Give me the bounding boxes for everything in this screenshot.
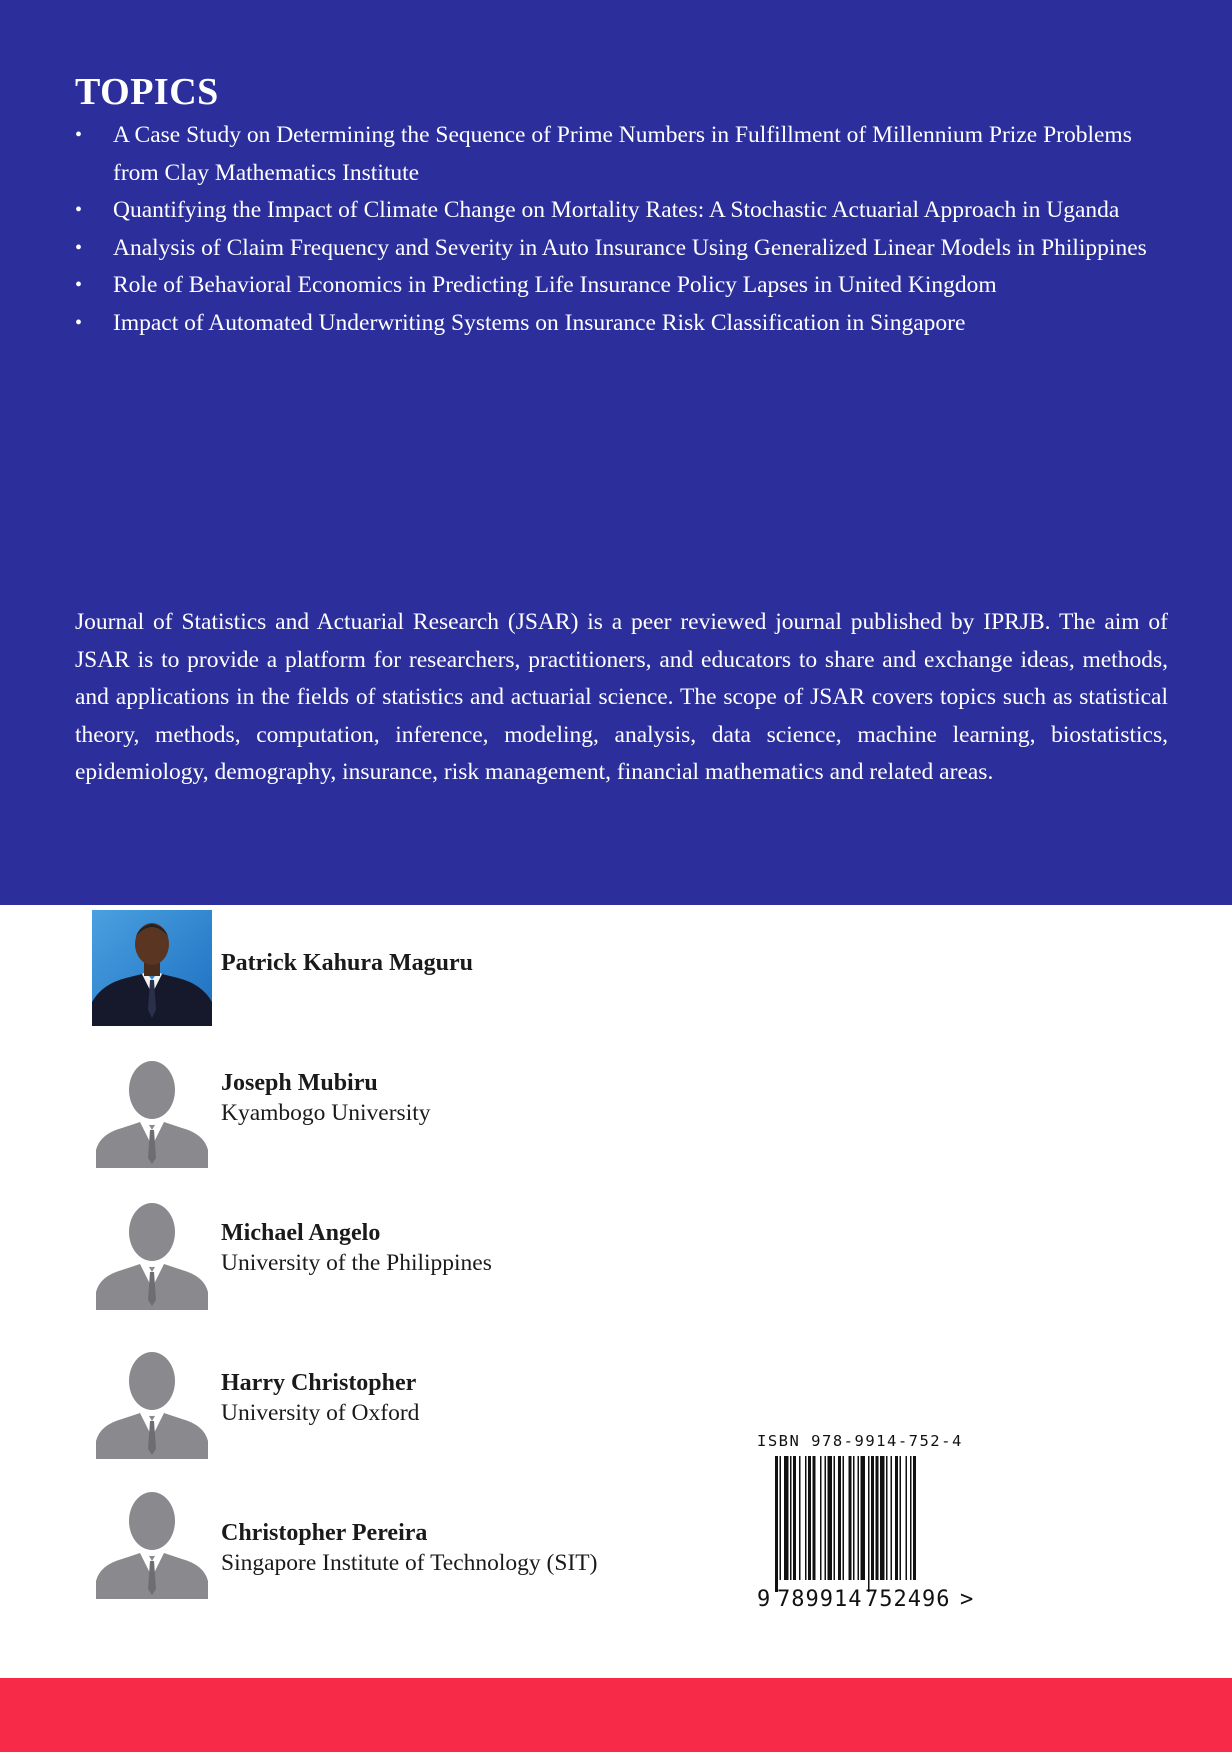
barcode-bar [780, 1456, 782, 1580]
bullet-icon: • [75, 236, 83, 259]
topic-item [75, 117, 1175, 192]
topic-text: Role of Behavioral Economics in Predicting Life Insurance Policy Lapses in United Kingdom [113, 272, 997, 298]
barcode-bar [775, 1456, 778, 1592]
topic-item [75, 267, 1175, 305]
author-affiliation: Kyambogo University [221, 1100, 431, 1126]
barcode-bar [900, 1456, 902, 1580]
author-name: Patrick Kahura Maguru [221, 950, 473, 976]
barcode-bar [895, 1456, 898, 1580]
barcode-graphic [755, 1456, 985, 1616]
topic-text: Analysis of Claim Frequency and Severity in Auto Insurance Using Generalized Linear Models in Philippines [113, 234, 1147, 261]
barcode-bar [871, 1456, 874, 1580]
avatar-placeholder-icon [92, 1483, 212, 1599]
barcode-bar [861, 1456, 866, 1580]
barcode-bar [784, 1456, 789, 1580]
author-name: Harry Christopher [221, 1370, 417, 1396]
barcode-bar [853, 1456, 855, 1580]
barcode-bar [820, 1456, 822, 1580]
barcode-bar [891, 1456, 893, 1580]
barcode-bar [790, 1456, 792, 1580]
barcode-bar [913, 1456, 916, 1580]
topics-heading: TOPICS [75, 71, 219, 113]
topic-item [75, 192, 1175, 230]
topics-list [75, 117, 1175, 342]
barcode-bar [880, 1456, 885, 1580]
isbn-barcode [755, 1432, 985, 1617]
barcode-bar [849, 1456, 852, 1580]
author-entry [92, 1343, 792, 1463]
barcode-first-digit: 9 [757, 1587, 771, 1612]
author-affiliation: Singapore Institute of Technology (SIT) [221, 1550, 598, 1576]
barcode-bar [906, 1456, 908, 1580]
bullet-icon: • [75, 311, 83, 334]
author-name: Joseph Mubiru [221, 1070, 378, 1096]
avatar-placeholder-icon [92, 1052, 212, 1168]
author-entry [92, 1483, 792, 1603]
barcode-bar [886, 1456, 888, 1580]
barcode-bar [825, 1456, 827, 1580]
barcode-bar [910, 1456, 912, 1580]
barcode-bar [868, 1456, 870, 1592]
bottom-color-band [0, 1678, 1232, 1752]
author-name: Christopher Pereira [221, 1520, 428, 1546]
author-entry [92, 1194, 792, 1314]
author-entry [92, 1052, 792, 1172]
barcode-bar [834, 1456, 836, 1580]
avatar-placeholder-icon [92, 1343, 212, 1459]
barcode-bar [793, 1456, 796, 1580]
topic-text: Quantifying the Impact of Climate Change on Mortality Rates: A Stochastic Actuarial Approach in Uganda [113, 197, 1120, 223]
barcode-bars [775, 1456, 916, 1592]
isbn-label: ISBN 978-9914-752-4 [757, 1432, 963, 1450]
avatar-placeholder-icon [92, 1194, 212, 1310]
topic-text: A Case Study on Determining the Sequence of Prime Numbers in Fulfillment of Millennium Prize Problems from Clay Mathematics Institute [113, 122, 1132, 186]
author-portrait-photo [92, 910, 212, 1026]
bullet-icon: • [75, 274, 83, 296]
barcode-bar [813, 1456, 816, 1580]
topic-item [75, 230, 1175, 268]
topic-item [75, 305, 1175, 343]
topic-text: Impact of Automated Underwriting Systems on Insurance Risk Classification in Singapore [113, 309, 966, 336]
bullet-icon: • [75, 199, 83, 221]
journal-description: Journal of Statistics and Actuarial Research (JSAR) is a peer reviewed journal published by IPRJB. The aim of JSAR is to provide a platform for researchers, practitioners, and educators to share and exchange ideas, methods, and applications in the fields of statistics and actuarial science. The scope of JSAR covers topics such as statistical theory, methods, computation, inference, modeling, analysis, data science, machine learning, biostatistics, epidemiology, demography, insurance, risk management, financial mathematics and related areas. [75, 609, 1168, 786]
barcode-digits-left: 789914 [777, 1587, 863, 1612]
author-affiliation: University of Oxford [221, 1400, 420, 1426]
barcode-digits-right: 752496 [865, 1587, 951, 1612]
barcode-bar [858, 1456, 860, 1580]
bullet-icon: • [75, 124, 83, 146]
author-entry [92, 910, 792, 1030]
barcode-bar [876, 1456, 879, 1580]
barcode-bar [799, 1456, 801, 1580]
author-name: Michael Angelo [221, 1220, 381, 1246]
barcode-bar [828, 1456, 833, 1580]
barcode-bar [808, 1456, 811, 1580]
barcode-bar [805, 1456, 807, 1580]
barcode-end-marker: > [960, 1587, 974, 1612]
barcode-bar [843, 1456, 845, 1580]
author-affiliation: University of the Philippines [221, 1250, 492, 1276]
barcode-bar [838, 1456, 841, 1580]
